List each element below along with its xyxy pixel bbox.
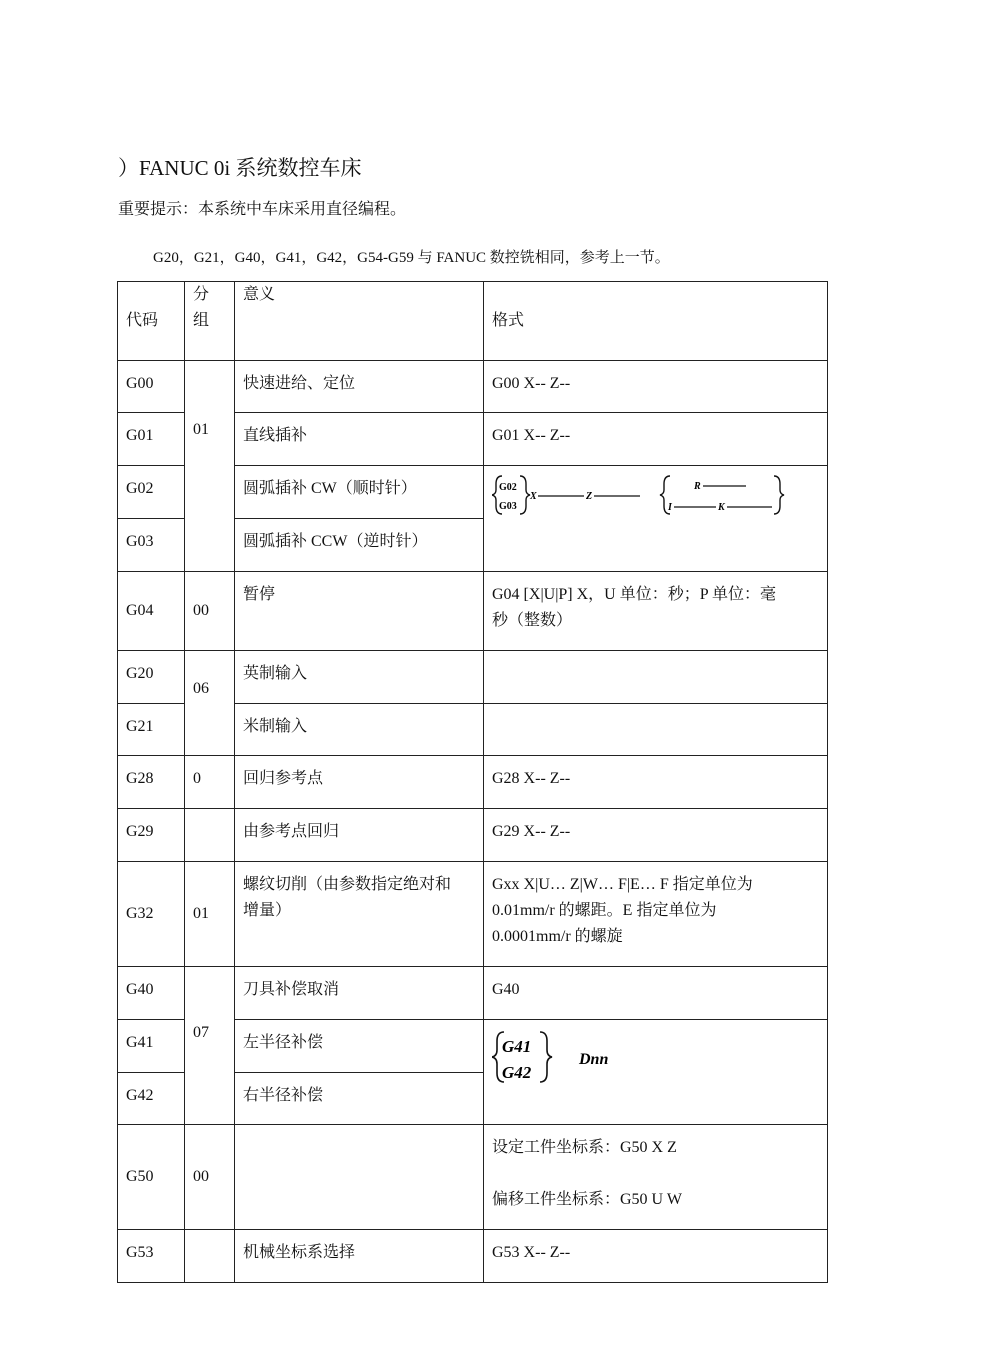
table-row [118,862,828,967]
format-cell: G53 X-- Z-- [484,1230,828,1283]
meaning-cell: 米制输入 [235,704,484,756]
group-cell: 06 [185,651,235,756]
arc-r-label: R [694,481,701,492]
group-cell: 01 [185,361,235,572]
code-cell: G03 [118,519,185,572]
header-format: 格式 [484,282,828,361]
table-row [118,967,828,1020]
arc-k-label: K [718,502,725,513]
meaning-cell: 右半径补偿 [235,1073,484,1125]
meaning-cell: 螺纹切削（由参数指定绝对和 增量） [235,862,484,967]
meaning-cell: 左半径补偿 [235,1020,484,1073]
table-row [118,1230,828,1283]
header-meaning: 意义 [235,282,484,361]
table-row [118,572,828,651]
group-cell: 0 [185,756,235,809]
code-cell: G04 [118,572,185,651]
meaning-cell: 快速进给、定位 [235,361,484,413]
code-cell: G28 [118,756,185,809]
arc-g02-label: G02 [499,482,517,493]
format-cell: G04 [X|U|P] X，U 单位：秒；P 单位：毫 秒（整数） [484,572,828,651]
comp-format-cell [484,1020,828,1125]
table-row [118,361,828,413]
gcode-table [117,281,828,1283]
important-notice: 重要提示：本系统中车床采用直径编程。 [118,201,407,218]
meaning-cell: 机械坐标系选择 [235,1230,484,1283]
code-cell: G21 [118,704,185,756]
header-code: 代码 [118,282,185,361]
format-cell [484,704,828,756]
meaning-cell: 刀具补偿取消 [235,967,484,1020]
code-cell: G50 [118,1125,185,1230]
arc-g03-label: G03 [499,501,517,512]
compensation-formula [492,1028,652,1088]
format-cell: G00 X-- Z-- [484,361,828,413]
table-header-row [118,282,828,361]
code-cell: G42 [118,1073,185,1125]
header-group: 分 组 [185,282,235,361]
code-cell: G32 [118,862,185,967]
format-cell: G29 X-- Z-- [484,809,828,862]
intro-text: G20，G21，G40，G41，G42，G54-G59 与 FANUC 数控铣相同，参考上一节。 [153,250,670,266]
code-cell: G20 [118,651,185,704]
arc-i-label: I [668,502,672,513]
table-row [118,1125,828,1230]
comp-dnn-label: Dnn [579,1051,609,1068]
code-cell: G41 [118,1020,185,1073]
arc-format-cell [484,466,828,572]
group-cell [185,809,235,862]
code-cell: G29 [118,809,185,862]
group-cell: 00 [185,572,235,651]
group-cell: 01 [185,862,235,967]
meaning-cell: 圆弧插补 CCW（逆时针） [235,519,484,572]
format-cell: G01 X-- Z-- [484,413,828,466]
comp-g41-label: G41 [502,1037,532,1056]
code-cell: G02 [118,466,185,519]
meaning-cell: 回归参考点 [235,756,484,809]
meaning-cell [235,1125,484,1230]
arc-formula [492,472,792,520]
code-cell: G40 [118,967,185,1020]
code-cell: G53 [118,1230,185,1283]
table-row [118,809,828,862]
meaning-cell: 英制输入 [235,651,484,704]
comp-g42-label: G42 [502,1063,532,1082]
arc-z-label: Z [586,491,593,502]
format-cell: 设定工件坐标系：G50 X Z 偏移工件坐标系：G50 U W [484,1125,828,1230]
format-cell: G28 X-- Z-- [484,756,828,809]
code-cell: G01 [118,413,185,466]
arc-x-label: X [530,491,537,502]
group-cell [185,1230,235,1283]
meaning-cell: 圆弧插补 CW（顺时针） [235,466,484,519]
format-cell: Gxx X|U… Z|W… F|E… F 指定单位为 0.01mm/r 的螺距。E 指定单位为 0.0001mm/r 的螺旋 [484,862,828,967]
code-cell: G00 [118,361,185,413]
meaning-cell: 由参考点回归 [235,809,484,862]
page-title: ）FANUC 0i 系统数控车床 [118,156,362,180]
table-row [118,756,828,809]
format-cell [484,651,828,704]
table-row [118,651,828,704]
meaning-cell: 暂停 [235,572,484,651]
group-cell: 07 [185,967,235,1125]
meaning-cell: 直线插补 [235,413,484,466]
format-cell: G40 [484,967,828,1020]
group-cell: 00 [185,1125,235,1230]
